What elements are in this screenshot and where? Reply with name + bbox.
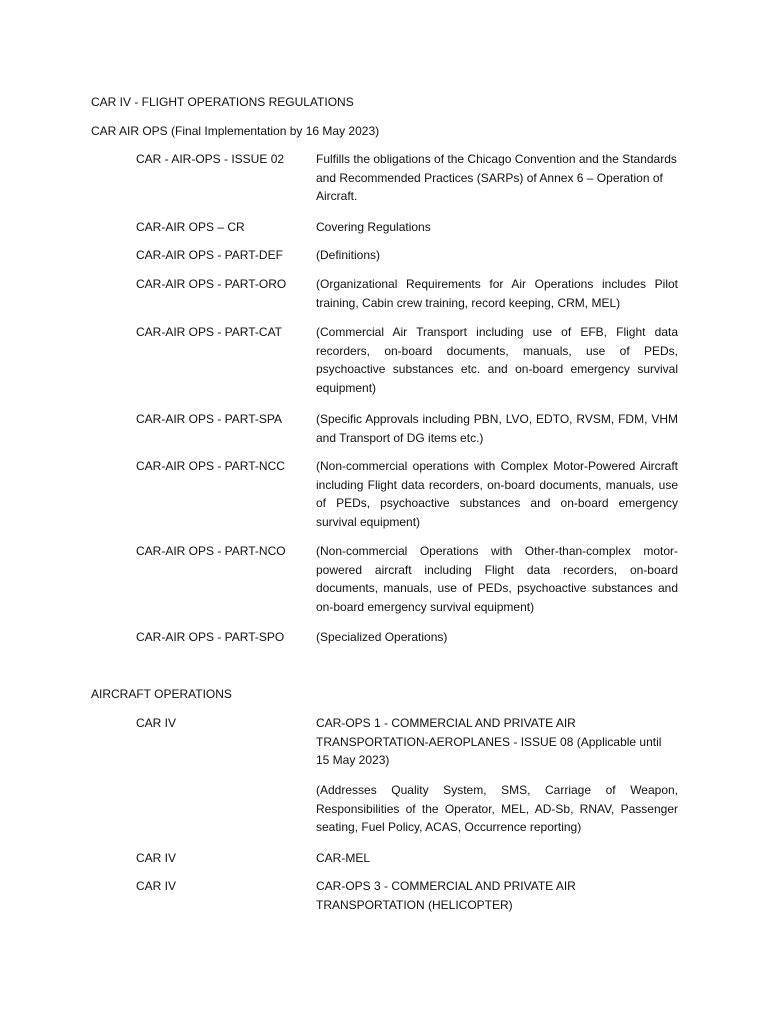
entry-description: (Specialized Operations)	[316, 630, 448, 644]
entry-code: CAR-AIR OPS - PART-SPO	[136, 630, 285, 644]
entry-code: CAR IV	[136, 879, 177, 893]
entry-code: CAR-AIR OPS - PART-ORO	[136, 277, 287, 291]
entry-code: CAR-AIR OPS - PART-NCC	[136, 459, 285, 473]
entry-code: CAR IV	[136, 716, 177, 730]
entry-description: (Organizational Requirements for Air Operations includes Pilot training, Cabin crew training, record keeping, CRM, MEL)	[316, 277, 678, 310]
entry-code: CAR-AIR OPS - PART-CAT	[136, 325, 283, 339]
document-title: CAR IV - FLIGHT OPERATIONS REGULATIONS	[91, 95, 354, 109]
entry-description: Fulfills the obligations of the Chicago Convention and the Standards and Recommended Practices (SARPs) of Annex 6 – Operation of Aircraft.	[316, 152, 677, 203]
section-heading-aircraft-operations: AIRCRAFT OPERATIONS	[91, 687, 232, 701]
entry-description: (Non-commercial operations with Complex Motor-Powered Aircraft including Flight data recorders, on-board documents, manuals, use of PEDs, psychoactive substances and on-board emergency survival equipment)	[316, 459, 678, 529]
entry-description: (Specific Approvals including PBN, LVO, EDTO, RVSM, FDM, VHM and Transport of DG items etc.)	[316, 412, 678, 445]
entry-code: CAR - AIR-OPS - ISSUE 02	[136, 152, 285, 166]
document-subtitle: CAR AIR OPS (Final Implementation by 16 May 2023)	[91, 124, 380, 138]
entry-description: CAR-OPS 3 - COMMERCIAL AND PRIVATE AIR TRANSPORTATION (HELICOPTER)	[316, 879, 576, 912]
entry-description: (Commercial Air Transport including use of EFB, Flight data recorders, on-board documents, manuals, use of PEDs, psychoactive substances etc. and on-board emergency survival equipment)	[316, 325, 678, 395]
entry-description: CAR-OPS 1 - COMMERCIAL AND PRIVATE AIR TRANSPORTATION-AEROPLANES - ISSUE 08 (Applicable until 15 May 2023)	[316, 716, 662, 767]
entry-code: CAR IV	[136, 851, 177, 865]
entry-code: CAR-AIR OPS - PART-DEF	[136, 248, 283, 262]
entry-code: CAR-AIR OPS - PART-SPA	[136, 412, 283, 426]
entry-description: Covering Regulations	[316, 220, 431, 234]
entry-code: CAR-AIR OPS – CR	[136, 220, 245, 234]
entry-description: (Non-commercial Operations with Other-than-complex motor-powered aircraft including Flight data recorders, on-board documents, manuals, use of PEDs, psychoactive substances and on-board emergency survival equipment)	[316, 544, 678, 614]
entry-description: (Definitions)	[316, 248, 381, 262]
entry-code: CAR-AIR OPS - PART-NCO	[136, 544, 286, 558]
entry-description: CAR-MEL	[316, 851, 371, 865]
entry-note: (Addresses Quality System, SMS, Carriage of Weapon, Responsibilities of the Operator, MEL, AD-Sb, RNAV, Passenger seating, Fuel Policy, ACAS, Occurrence reporting)	[316, 783, 678, 834]
